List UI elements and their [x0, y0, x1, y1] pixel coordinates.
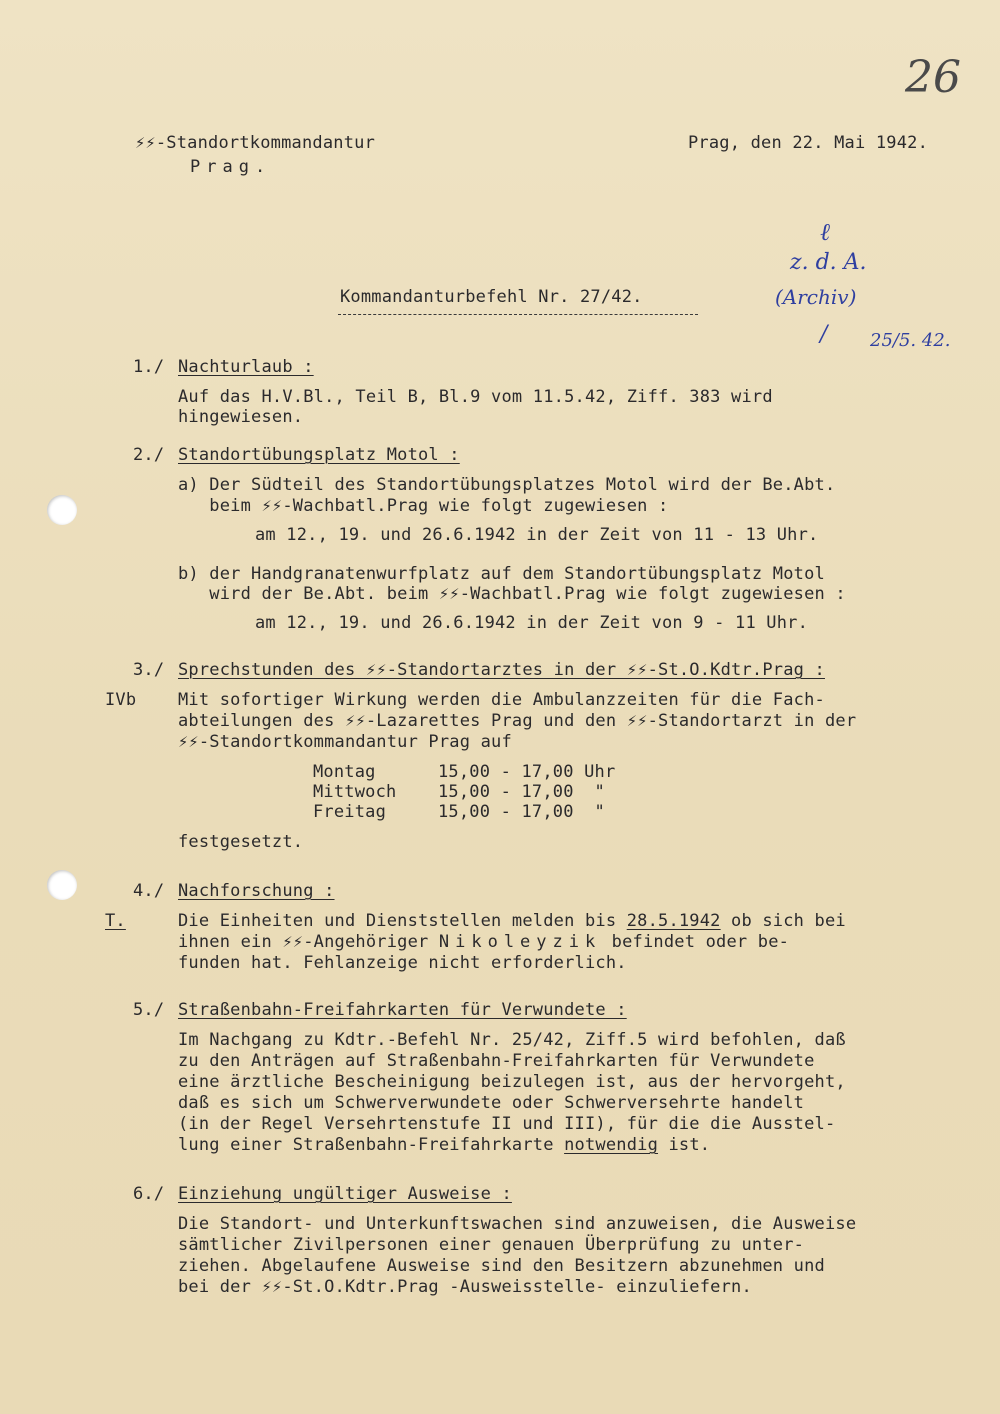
title-underline [338, 314, 698, 315]
section-4-heading: Nachforschung : [178, 881, 335, 901]
section-2a-line: beim ⚡⚡-Wachbatl.Prag wie folgt zugewiesen : [178, 496, 669, 516]
section-4-line: ihnen ein ⚡⚡-Angehöriger Nikoleyzik befindet oder be- [178, 932, 790, 952]
schedule-day: Mittwoch [313, 782, 397, 802]
section-3-number: 3./ [133, 660, 165, 680]
schedule-day: Montag [313, 762, 376, 782]
section-6-line: bei der ⚡⚡-St.O.Kdtr.Prag -Ausweisstelle- einzuliefern. [178, 1277, 752, 1297]
section-3-closing: festgesetzt. [178, 832, 304, 852]
section-4-margin-note: T. [105, 911, 126, 931]
section-5-line: zu den Anträgen auf Straßenbahn-Freifahrkarten für Verwundete [178, 1051, 815, 1071]
document-date: Prag, den 22. Mai 1942. [688, 133, 929, 153]
handwritten-initial: / [820, 322, 828, 347]
section-5-line: Im Nachgang zu Kdtr.-Befehl Nr. 25/42, Ziff.5 wird befohlen, daß [178, 1030, 846, 1050]
handwritten-mark: ℓ [820, 218, 830, 246]
deadline-date: 28.5.1942 [626, 911, 721, 931]
schedule-time: 15,00 - 17,00 Uhr [438, 762, 616, 782]
section-1-heading: Nachturlaub : [178, 357, 314, 377]
section-2b-time: am 12., 19. und 26.6.1942 in der Zeit von 9 - 11 Uhr. [255, 613, 809, 633]
schedule-day: Freitag [313, 802, 387, 822]
section-2b-line: wird der Be.Abt. beim ⚡⚡-Wachbatl.Prag wie folgt zugewiesen : [178, 584, 846, 604]
section-2-heading: Standortübungsplatz Motol : [178, 445, 460, 465]
section-6-line: Die Standort- und Unterkunftswachen sind anzuweisen, die Ausweise [178, 1214, 857, 1234]
section-5-line: lung einer Straßenbahn-Freifahrkarte notwendig ist. [178, 1135, 711, 1155]
punch-hole-bottom [47, 870, 77, 900]
section-1-number: 1./ [133, 357, 165, 377]
section-6-number: 6./ [133, 1184, 165, 1204]
section-2a-time: am 12., 19. und 26.6.1942 in der Zeit von 11 - 13 Uhr. [255, 525, 819, 545]
handwritten-note-date: 25/5. 42. [870, 330, 951, 351]
page-number-handwritten: 26 [905, 52, 961, 103]
document-title: Kommandanturbefehl Nr. 27/42. [340, 287, 643, 307]
person-name: Nikoleyzik [438, 932, 602, 952]
section-6-line: ziehen. Abgelaufene Ausweise sind den Besitzern abzunehmen und [178, 1256, 825, 1276]
handwritten-note-line2: (Archiv) [775, 285, 857, 309]
section-2a-line: a) Der Südteil des Standortübungsplatzes Motol wird der Be.Abt. [178, 475, 836, 495]
section-4-number: 4./ [133, 881, 165, 901]
handwritten-note-line1: z. d. A. [790, 250, 867, 275]
section-5-heading: Straßenbahn-Freifahrkarten für Verwundete : [178, 1000, 627, 1020]
punch-hole-top [47, 495, 77, 525]
section-3-margin-note: IVb [105, 690, 137, 710]
org-name: ⚡⚡-Standortkommandantur [135, 133, 376, 153]
section-6-heading: Einziehung ungültiger Ausweise : [178, 1184, 512, 1204]
org-city: Prag. [190, 157, 272, 177]
section-2-number: 2./ [133, 445, 165, 465]
section-5-number: 5./ [133, 1000, 165, 1020]
section-3-line: Mit sofortiger Wirkung werden die Ambulanzzeiten für die Fach- [178, 690, 825, 710]
section-1-line: hingewiesen. [178, 407, 304, 427]
section-3-line: abteilungen des ⚡⚡-Lazarettes Prag und den ⚡⚡-Standortarzt in der [178, 711, 857, 731]
section-5-line: (in der Regel Versehrtenstufe II und III), für die die Ausstel- [178, 1114, 836, 1134]
section-1-line: Auf das H.V.Bl., Teil B, Bl.9 vom 11.5.42, Ziff. 383 wird [178, 387, 773, 407]
section-2b-line: b) der Handgranatenwurfplatz auf dem Standortübungsplatz Motol [178, 564, 825, 584]
section-5-line: daß es sich um Schwerverwundete oder Schwerversehrte handelt [178, 1093, 805, 1113]
section-4-line: funden hat. Fehlanzeige nicht erforderlich. [178, 953, 627, 973]
section-5-line: eine ärztliche Bescheinigung beizulegen ist, aus der hervorgeht, [178, 1072, 846, 1092]
schedule-time: 15,00 - 17,00 " [438, 802, 605, 822]
section-6-line: sämtlicher Zivilpersonen einer genauen Überprüfung zu unter- [178, 1235, 805, 1255]
emphasis-word: notwendig [564, 1135, 659, 1155]
section-3-line: ⚡⚡-Standortkommandantur Prag auf [178, 732, 512, 752]
section-3-heading: Sprechstunden des ⚡⚡-Standortarztes in der ⚡⚡-St.O.Kdtr.Prag : [178, 660, 825, 680]
schedule-time: 15,00 - 17,00 " [438, 782, 605, 802]
section-4-line: Die Einheiten und Dienststellen melden bis 28.5.1942 ob sich bei [178, 911, 846, 931]
